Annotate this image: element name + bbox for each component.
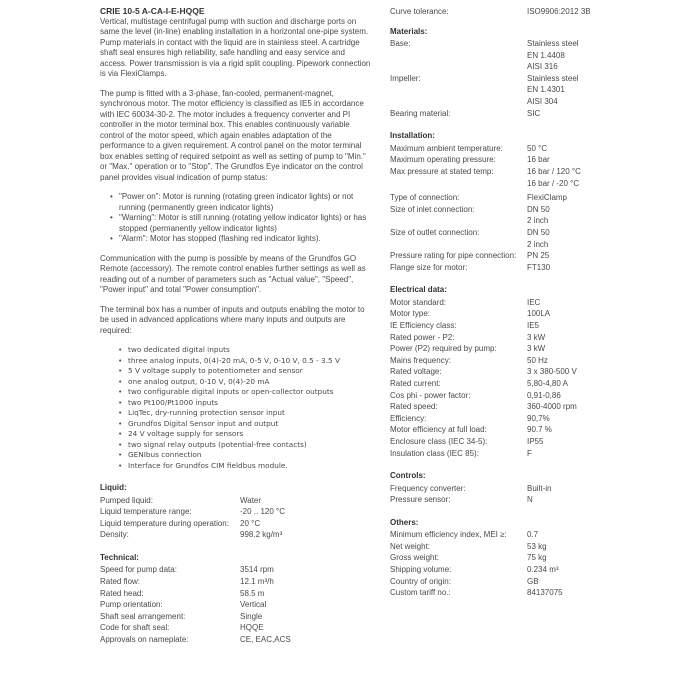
spec-label: Motor efficiency at full load: [390,425,487,435]
list-item: • "Alarm": Motor has stopped (flashing red indicator lights). [110,234,372,245]
spec-row [390,424,620,436]
spec-value: SIC [527,108,541,118]
spec-value: 2 inch [527,216,549,226]
spec-label: Impeller: [390,73,421,83]
spec-value: EN 1.4301 [527,85,565,95]
spec-label [390,239,527,251]
spec-label: Type of connection: [390,193,460,203]
spec-value: AISI 304 [527,97,558,107]
spec-row [390,96,620,108]
spec-value: FlexiClamp [527,193,568,203]
list-item: • 5 V voltage supply to potentiometer and sensor [118,366,372,377]
spec-value: 50 °C [527,143,548,153]
spec-value: FT130 [527,262,551,272]
spec-label: Gross weight: [390,553,439,563]
spec-row [390,541,620,553]
motor-paragraph: The pump is fitted with a 3-phase, fan-cooled, permanent-magnet, synchronous motor. The motor efficiency is classified as IE5 in accordance with IEC 60034-30-2. The motor includes a frequency converter and PI controller in the motor terminal box. This enables continuously variable control of the motor speed, which again enables adaptation of the performance to a given requirement. A control panel on the motor terminal box enables setting of required setpoint as well as setting of pump to "Min." or "Max." operation or to "Stop". The Grundfos Eye indicator on the control panel provides visual indication of pump status: [100,88,366,182]
spec-label: Efficiency: [390,413,427,423]
spec-label: Power (P2) required by pump: [390,344,497,354]
spec-row [390,308,620,320]
spec-row [390,154,620,166]
list-item: • Grundfos Digital Sensor input and output [118,419,372,430]
spec-label [390,61,527,73]
spec-row [390,192,620,204]
spec-row [100,529,372,541]
spec-value: 3514 rpm [240,565,274,575]
others-table [390,529,620,599]
list-item: • two Pt100/Pt1000 inputs [118,398,372,409]
spec-value: 58.5 m [240,588,265,598]
spec-label: Density: [100,530,129,540]
spec-row [390,166,620,178]
spec-value: 75 kg [527,553,547,563]
spec-row [390,250,620,262]
technical-heading: Technical: [100,552,139,562]
spec-label: Country of origin: [390,576,451,586]
spec-label: Frequency converter: [390,483,466,493]
list-item: • "Warning": Motor is still running (rotating yellow indicator lights) or has stopped (permanently yellow indicator lights) [110,213,372,234]
intro-paragraph: Vertical, multistage centrifugal pump with suction and discharge ports on same the level (in-line) enabling installation in a horizontal one-pipe system. Pump materials in contact with the liquid are in stainless steel. A cartridge shaft seal ensures high reliability, safe handling and easy service and access. Power transmission is via a rigid split coupling. Pipework connection is via FlexiClamps. [100,16,371,78]
spec-label: Maximum operating pressure: [390,155,496,165]
spec-row [390,355,620,367]
spec-label [390,84,527,96]
spec-row [390,50,620,62]
list-item: • LiqTec, dry-running protection sensor input [118,408,372,419]
spec-value: IE5 [527,320,540,330]
spec-value: 53 kg [527,541,547,551]
spec-value: DN 50 [527,204,550,214]
spec-label: Pump orientation: [100,600,163,610]
spec-value: PN 25 [527,251,550,261]
spec-label: Rated flow: [100,576,141,586]
spec-label [390,96,527,108]
spec-label: Pumped liquid: [100,495,153,505]
spec-row [390,143,620,155]
spec-row [390,38,620,50]
installation-table [390,143,620,274]
spec-row [390,564,620,576]
spec-value: HQQE [240,623,264,633]
spec-value: 3 kW [527,344,546,354]
spec-row [390,401,620,413]
spec-value: Water [240,495,262,505]
list-item: • "Power on": Motor is running (rotating green indicator lights) or not running (permanently green indicator lights) [110,192,372,213]
spec-value: 90,7% [527,413,550,423]
spec-label: Bearing material: [390,108,451,118]
spec-row [390,108,620,120]
list-item: • GENIbus connection [118,450,372,461]
spec-label: Net weight: [390,541,431,551]
electrical-heading: Electrical data: [390,285,447,295]
spec-row [390,436,620,448]
spec-label: Insulation class (IEC 85): [390,448,479,458]
spec-row [100,576,372,588]
spec-row [390,320,620,332]
spec-value: ISO9906:2012 3B [527,7,591,16]
spec-row [390,483,620,495]
spec-row [390,178,620,190]
list-item: • two configurable digital inputs or open-collector outputs [118,387,372,398]
spec-value: 0.7 [527,530,539,540]
spec-value: 90.7 % [527,425,552,435]
spec-row [390,73,620,85]
spec-value: 100LA [527,309,551,319]
spec-label: Motor standard: [390,297,447,307]
spec-label: IE Efficiency class: [390,320,457,330]
spec-label: Pressure rating for pipe connection: [390,251,517,261]
spec-label: Approvals on nameplate: [100,634,189,644]
spec-row [390,494,620,506]
spec-value: 998.2 kg/m³ [240,530,283,540]
spec-value: Stainless steel [527,73,579,83]
curve-tolerance-row [390,6,620,18]
spec-value: -20 .. 120 °C [240,507,285,517]
spec-label: Custom tariff no.: [390,588,451,598]
spec-label: Rated current: [390,378,441,388]
electrical-table [390,297,620,459]
spec-row [390,84,620,96]
spec-value: AISI 316 [527,62,558,72]
materials-table [390,38,620,119]
spec-row [100,622,372,634]
spec-row [100,634,372,646]
list-item: • two dedicated digital inputs [118,345,372,356]
spec-label: Minimum efficiency index, MEI ≥: [390,530,507,540]
spec-row [390,587,620,599]
spec-row [390,215,620,227]
product-title: CRIE 10-5 A-CA-I-E-HQQE [100,6,205,16]
spec-row [390,262,620,274]
spec-value: CE, EAC,ACS [240,634,291,644]
spec-label: Flange size for motor: [390,262,468,272]
spec-value: 3 kW [527,332,546,342]
spec-label: Size of inlet connection: [390,204,475,214]
spec-label: Motor type: [390,309,431,319]
spec-value: 16 bar / -20 °C [527,178,580,188]
spec-value: 16 bar / 120 °C [527,166,581,176]
spec-row [390,390,620,402]
spec-label: Shaft seal arrangement: [100,611,186,621]
spec-value: 0,91-0,86 [527,390,561,400]
spec-value: F [527,448,532,458]
spec-value: 50 Hz [527,355,548,365]
list-item: • Interface for Grundfos CIM fieldbus module. [118,461,372,472]
spec-label: Size of outlet connection: [390,227,480,237]
spec-value: 12.1 m³/h [240,576,274,586]
spec-row [390,529,620,541]
spec-row [100,495,372,507]
spec-value: EN 1.4408 [527,50,565,60]
spec-label: Speed for pump data: [100,565,177,575]
terminal-paragraph: The terminal box has a number of inputs and outputs enabling the motor to be used in advanced applications where many inputs and outputs are required: [100,304,365,335]
spec-row [390,448,620,460]
spec-label [390,215,527,227]
spec-value: 360-4000 rpm [527,402,577,412]
materials-heading: Materials: [390,26,428,36]
spec-label [390,178,527,190]
spec-value: 2 inch [527,239,549,249]
spec-value: 20 °C [240,518,261,528]
spec-label: Rated voltage: [390,367,442,377]
io-list [100,345,372,471]
spec-value: 84137075 [527,588,563,598]
list-item: • two signal relay outputs (potential-free contacts) [118,440,372,451]
spec-value: Stainless steel [527,39,579,49]
spec-row [390,239,620,251]
communication-paragraph: Communication with the pump is possible by means of the Grundfos GO Remote (accessory). The remote control enables further settings as well as reading out of a number of parameters such as "Actual value", "Speed", "Power input" and total "Power consumption". [100,253,366,294]
spec-row [100,611,372,623]
spec-row [390,552,620,564]
spec-row [390,227,620,239]
technical-table [100,564,372,645]
spec-row [390,378,620,390]
spec-row [390,343,620,355]
spec-label: Curve tolerance: [390,7,449,16]
spec-label: Liquid temperature during operation: [100,518,229,528]
spec-label: Rated power - P2: [390,332,455,342]
spec-label: Mains frequency: [390,355,451,365]
installation-heading: Installation: [390,131,435,141]
liquid-table [100,495,372,541]
list-item: • 24 V voltage supply for sensors [118,429,372,440]
spec-row [390,576,620,588]
spec-label: Shipping volume: [390,565,452,575]
spec-value: Single [240,611,263,621]
spec-row [100,518,372,530]
controls-table [390,483,620,506]
spec-value: N [527,495,533,505]
spec-value: IEC [527,297,541,307]
spec-value: 5,80-4,80 A [527,378,568,388]
list-item: • three analog inputs, 0(4)-20 mA, 0-5 V, 0-10 V, 0.5 - 3.5 V [118,356,372,367]
controls-heading: Controls: [390,471,426,481]
spec-value: IP55 [527,436,544,446]
spec-value: GB [527,576,539,586]
others-heading: Others: [390,517,419,527]
spec-label: Rated speed: [390,402,438,412]
spec-value: 3 x 380-500 V [527,367,577,377]
spec-row [390,297,620,309]
spec-row [100,506,372,518]
spec-label: Liquid temperature range: [100,507,192,517]
status-list [100,192,372,245]
spec-value: Vertical [240,600,267,610]
list-item: • one analog output, 0-10 V, 0(4)-20 mA [118,377,372,388]
spec-label: Enclosure class (IEC 34-5): [390,436,488,446]
spec-row [100,564,372,576]
spec-label: Rated head: [100,588,144,598]
spec-label: Cos phi - power factor: [390,390,471,400]
left-column [100,6,372,646]
spec-label: Maximum ambient temperature: [390,143,503,153]
spec-value: Built-in [527,483,552,493]
spec-value: DN 50 [527,227,550,237]
right-column [390,6,620,599]
spec-label: Base: [390,39,411,49]
liquid-heading: Liquid: [100,483,127,492]
spec-label: Max pressure at stated temp: [390,166,494,176]
spec-value: 16 bar [527,155,550,165]
spec-value: 0.234 m³ [527,565,559,575]
spec-row [390,366,620,378]
spec-row [100,599,372,611]
spec-row [390,413,620,425]
spec-row [100,588,372,600]
spec-label: Pressure sensor: [390,495,451,505]
spec-row [390,204,620,216]
spec-label: Code for shaft seal: [100,623,170,633]
spec-label [390,50,527,62]
spec-row [390,61,620,73]
spec-row [390,332,620,344]
